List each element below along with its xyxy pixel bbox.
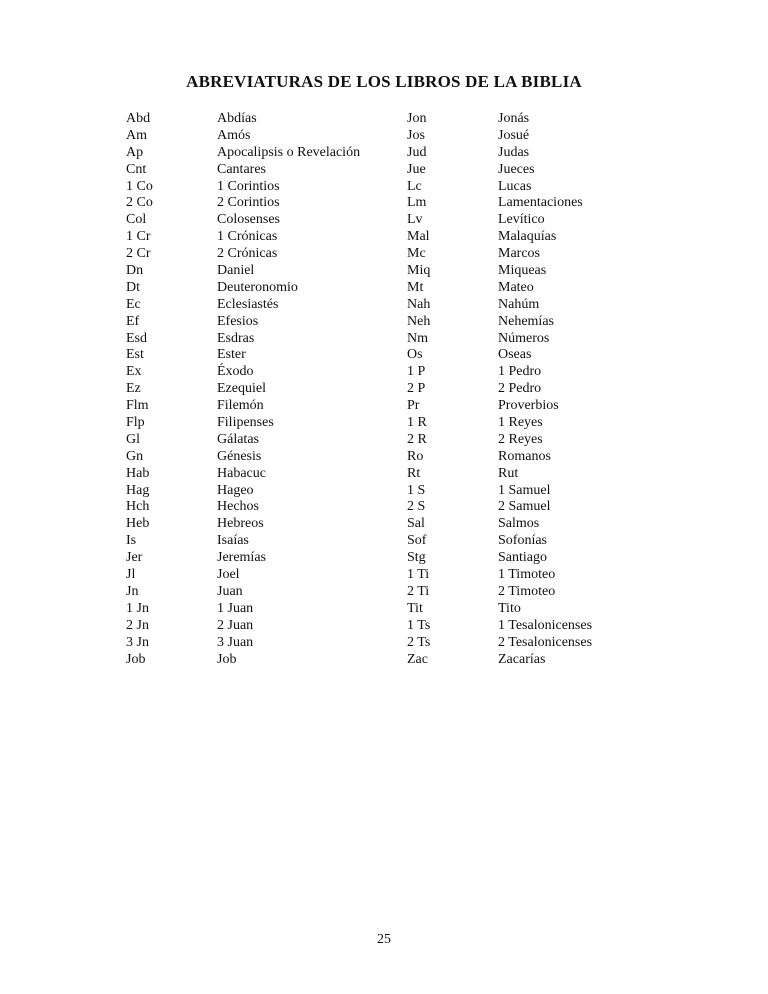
page-number: 25 bbox=[377, 932, 391, 947]
book-name-cell: Romanos bbox=[498, 448, 551, 464]
abbreviation-cell: Dt bbox=[126, 279, 140, 295]
book-name-cell: Daniel bbox=[217, 263, 255, 279]
abbreviation-cell: 1 S bbox=[407, 482, 426, 498]
book-name-cell: Eclesiastés bbox=[217, 296, 279, 312]
abbreviation-cell: Job bbox=[126, 651, 146, 667]
abbreviation-cell: 2 Ti bbox=[407, 583, 430, 599]
abbreviation-cell: Pr bbox=[407, 398, 420, 414]
book-name-cell: Isaías bbox=[217, 533, 249, 549]
abbreviation-cell: Tit bbox=[407, 600, 423, 616]
book-name-cell: Efesios bbox=[217, 313, 259, 329]
abbreviation-cell: Jue bbox=[407, 161, 426, 177]
abbreviation-cell: 3 Jn bbox=[126, 634, 149, 650]
abbreviation-cell: Jon bbox=[407, 111, 427, 126]
abbreviation-cell: Flp bbox=[126, 415, 145, 431]
book-name-cell: 1 Samuel bbox=[498, 482, 551, 498]
abbreviation-cell: Hch bbox=[126, 499, 150, 515]
book-name-cell: 2 Reyes bbox=[498, 431, 543, 447]
book-name-cell: Nehemías bbox=[498, 313, 554, 329]
abbreviation-cell: Miq bbox=[407, 263, 431, 279]
book-name-cell: 1 Timoteo bbox=[498, 567, 556, 583]
abbreviation-cell: Am bbox=[126, 127, 147, 143]
abbreviation-cell: Esd bbox=[126, 330, 147, 346]
book-name-cell: Filipenses bbox=[217, 415, 274, 431]
book-name-cell: 2 Samuel bbox=[498, 499, 551, 515]
book-name-cell: Oseas bbox=[498, 347, 532, 363]
abbreviation-cell: 2 S bbox=[407, 499, 426, 515]
book-name-cell: Malaquías bbox=[498, 229, 557, 245]
abbreviation-cell: Mt bbox=[407, 279, 424, 295]
book-name-cell: Habacuc bbox=[217, 465, 266, 481]
left-book-name-column bbox=[217, 111, 360, 668]
book-name-cell: Levítico bbox=[498, 212, 545, 228]
book-name-cell: 3 Juan bbox=[217, 634, 254, 650]
abbreviation-cell: Jos bbox=[407, 127, 425, 143]
right-book-name-column bbox=[498, 111, 592, 668]
abbreviation-cell: Abd bbox=[126, 111, 151, 126]
abbreviation-cell: Os bbox=[407, 347, 423, 363]
abbreviation-cell: 1 Jn bbox=[126, 600, 149, 616]
abbreviation-cell: Gl bbox=[126, 431, 140, 447]
abbreviation-cell: Is bbox=[126, 533, 137, 549]
abbreviation-cell: 1 Ti bbox=[407, 567, 430, 583]
book-name-cell: Lucas bbox=[498, 178, 532, 194]
abbreviation-cell: 2 P bbox=[407, 381, 426, 397]
book-name-cell: Nahúm bbox=[498, 296, 540, 312]
book-name-cell: Proverbios bbox=[498, 398, 559, 414]
abbreviation-cell: Ex bbox=[126, 364, 142, 380]
book-name-cell: Santiago bbox=[498, 550, 547, 566]
abbreviation-cell: Jud bbox=[407, 144, 427, 160]
abbreviation-cell: 2 R bbox=[407, 431, 427, 447]
abbreviation-cell: Flm bbox=[126, 398, 149, 414]
abbreviation-cell: Lc bbox=[407, 178, 422, 194]
book-name-cell: 1 Juan bbox=[217, 600, 254, 616]
book-name-cell: Juan bbox=[217, 583, 243, 599]
book-name-cell: Salmos bbox=[498, 516, 540, 532]
abbreviation-cell: Nm bbox=[407, 330, 428, 346]
book-name-cell: 2 Pedro bbox=[498, 381, 542, 397]
abbreviation-cell: 1 Ts bbox=[407, 617, 431, 633]
book-name-cell: Lamentaciones bbox=[498, 195, 583, 211]
abbreviation-cell: Ec bbox=[126, 296, 141, 312]
abbreviation-cell: Mal bbox=[407, 229, 430, 245]
book-name-cell: 1 Tesalonicenses bbox=[498, 617, 593, 633]
abbreviation-cell: Ro bbox=[407, 448, 424, 464]
book-name-cell: Amós bbox=[217, 127, 251, 143]
book-name-cell: Éxodo bbox=[217, 364, 254, 380]
abbreviation-cell: Est bbox=[126, 347, 144, 363]
book-name-cell: Esdras bbox=[217, 330, 255, 346]
abbreviation-cell: Jn bbox=[126, 583, 139, 599]
book-name-cell: 2 Juan bbox=[217, 617, 254, 633]
abbreviation-cell: Mc bbox=[407, 246, 426, 262]
book-name-cell: Job bbox=[217, 651, 237, 667]
abbreviation-cell: 1 R bbox=[407, 415, 427, 431]
book-name-cell: Cantares bbox=[217, 161, 266, 177]
book-name-cell: Joel bbox=[217, 567, 240, 583]
abbreviation-cell: Lv bbox=[407, 212, 423, 228]
abbreviation-cell: Dn bbox=[126, 263, 144, 279]
abbreviation-cell: 2 Cr bbox=[126, 246, 151, 262]
book-name-cell: Hechos bbox=[217, 499, 259, 515]
book-name-cell: Apocalipsis o Revelación bbox=[217, 144, 361, 160]
book-name-cell: Judas bbox=[498, 144, 530, 160]
book-name-cell: Gálatas bbox=[217, 431, 259, 447]
book-name-cell: Sofonías bbox=[498, 533, 547, 549]
book-name-cell: 2 Timoteo bbox=[498, 583, 556, 599]
abbreviation-cell: Jl bbox=[126, 567, 136, 583]
book-name-cell: Hageo bbox=[217, 482, 254, 498]
book-name-cell: 2 Crónicas bbox=[217, 246, 278, 262]
abbreviation-cell: Stg bbox=[407, 550, 426, 566]
book-name-cell: 1 Reyes bbox=[498, 415, 543, 431]
abbreviation-cell: Gn bbox=[126, 448, 144, 464]
abbreviation-cell: Sof bbox=[407, 533, 427, 549]
abbreviation-cell: Lm bbox=[407, 195, 427, 211]
book-name-cell: Génesis bbox=[217, 448, 262, 464]
book-name-cell: Marcos bbox=[498, 246, 540, 262]
book-name-cell: Josué bbox=[498, 127, 530, 143]
book-name-cell: Deuteronomio bbox=[217, 279, 298, 295]
book-name-cell: Colosenses bbox=[217, 212, 280, 228]
abbreviation-cell: 1 Cr bbox=[126, 229, 151, 245]
abbreviation-cell: 1 Co bbox=[126, 178, 153, 194]
book-name-cell: Filemón bbox=[217, 398, 264, 414]
book-name-cell: 2 Tesalonicenses bbox=[498, 634, 593, 650]
book-name-cell: Números bbox=[498, 330, 550, 346]
book-name-cell: 2 Corintios bbox=[217, 195, 280, 211]
left-abbreviation-column bbox=[126, 111, 153, 668]
book-name-cell: Ezequiel bbox=[217, 381, 266, 397]
book-name-cell: Tito bbox=[498, 600, 521, 616]
abbreviation-cell: Heb bbox=[126, 516, 150, 532]
book-name-cell: Mateo bbox=[498, 279, 534, 295]
abbreviation-cell: 2 Ts bbox=[407, 634, 431, 650]
abbreviation-cell: Jer bbox=[126, 550, 143, 566]
abbreviation-cell: Ef bbox=[126, 313, 140, 329]
book-name-cell: Jueces bbox=[498, 161, 535, 177]
book-name-cell: Abdías bbox=[217, 111, 257, 126]
book-name-cell: Ester bbox=[217, 347, 246, 363]
abbreviation-cell: Zac bbox=[407, 651, 428, 667]
book-name-cell: 1 Corintios bbox=[217, 178, 280, 194]
book-name-cell: Zacarías bbox=[498, 651, 546, 667]
right-abbreviation-column bbox=[407, 111, 430, 668]
book-name-cell: Miqueas bbox=[498, 263, 547, 279]
abbreviation-cell: Cnt bbox=[126, 161, 147, 177]
book-name-cell: 1 Pedro bbox=[498, 364, 542, 380]
abbreviation-cell: Neh bbox=[407, 313, 431, 329]
abbreviation-cell: Col bbox=[126, 212, 147, 228]
page-title: ABREVIATURAS DE LOS LIBROS DE LA BIBLIA bbox=[186, 72, 582, 91]
abbreviation-cell: Ez bbox=[126, 381, 141, 397]
book-name-cell: Hebreos bbox=[217, 516, 264, 532]
abbreviation-cell: Hag bbox=[126, 482, 150, 498]
abbreviation-cell: Ap bbox=[126, 144, 144, 160]
abbreviation-cell: 2 Jn bbox=[126, 617, 149, 633]
abbreviation-cell: 1 P bbox=[407, 364, 426, 380]
book-name-cell: Rut bbox=[498, 465, 519, 481]
abbreviation-cell: Sal bbox=[407, 516, 425, 532]
abbreviation-cell: Nah bbox=[407, 296, 431, 312]
abbreviation-cell: Rt bbox=[407, 465, 421, 481]
abbreviation-cell: 2 Co bbox=[126, 195, 153, 211]
book-name-cell: 1 Crónicas bbox=[217, 229, 278, 245]
abbreviation-cell: Hab bbox=[126, 465, 150, 481]
book-name-cell: Jonás bbox=[498, 111, 530, 126]
book-name-cell: Jeremías bbox=[217, 550, 266, 566]
